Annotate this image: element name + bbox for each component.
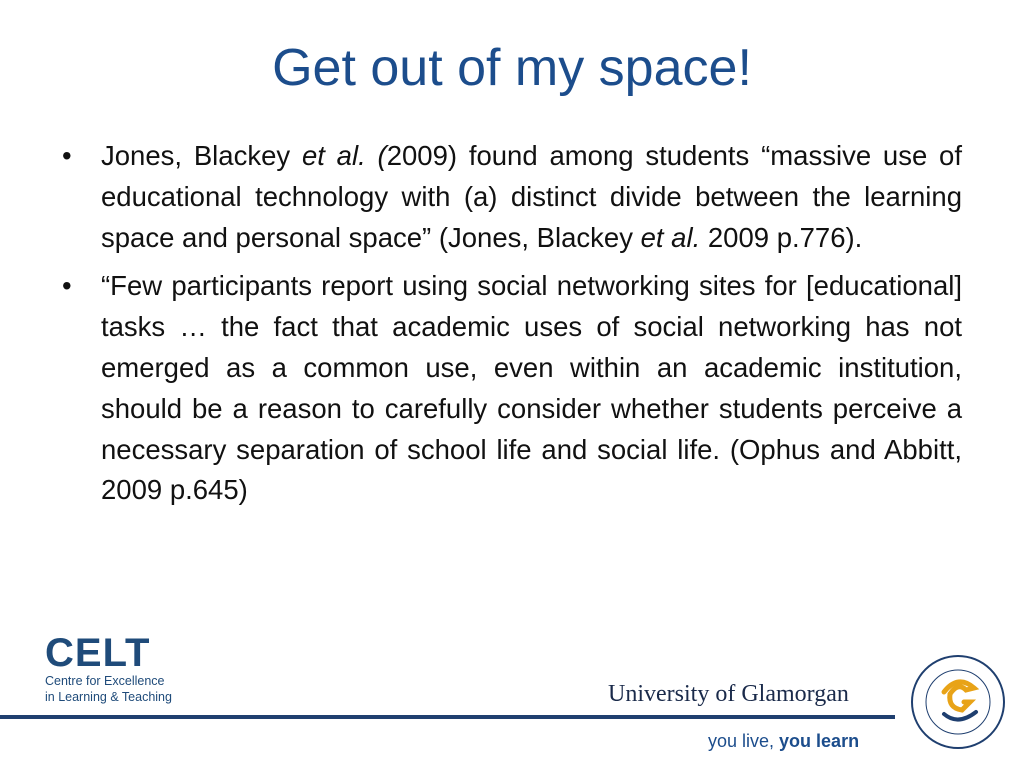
bullet-marker: •	[62, 270, 72, 302]
bullet-list	[62, 136, 962, 519]
bullet-text-segment: 2009 p.776).	[700, 221, 863, 253]
bullet-marker: •	[62, 140, 72, 171]
bullet-text-segment: et al. (	[301, 140, 387, 171]
tagline-regular: you live,	[708, 731, 780, 751]
bullet-text-segment: 2009) found among students “massive use of educational technology with (a) distinct divide between the learning space and personal space” (Jones, Blackey	[101, 140, 962, 253]
university-seal-logo	[908, 652, 1008, 752]
celt-logo-wordmark: CELT	[45, 631, 151, 675]
bullet-text-segment: “Few participants report using social networking sites for [educational] tasks … the fact that academic uses of social networking has not emerged as a common use, even within an academic institution, should be a reason to carefully consider whether students perceive a necessary separation of school life and social life. (Ophus and Abbitt, 2009 p.645)	[101, 270, 962, 506]
tagline	[708, 731, 859, 752]
bullet-item-1	[62, 136, 962, 258]
tagline-bold: you learn	[779, 731, 860, 751]
bullet-item-2	[62, 266, 962, 511]
footer-divider	[0, 715, 895, 719]
celt-tagline-line1: Centre for Excellence	[45, 674, 165, 688]
bullet-text-segment: Jones, Blackey	[101, 140, 302, 171]
celt-logo	[45, 633, 185, 708]
celt-tagline-line2: in Learning & Teaching	[45, 690, 172, 704]
bullet-text-segment: et al.	[640, 221, 701, 253]
university-name: University of Glamorgan	[608, 681, 849, 707]
slide-title: Get out of my space!	[272, 39, 752, 97]
